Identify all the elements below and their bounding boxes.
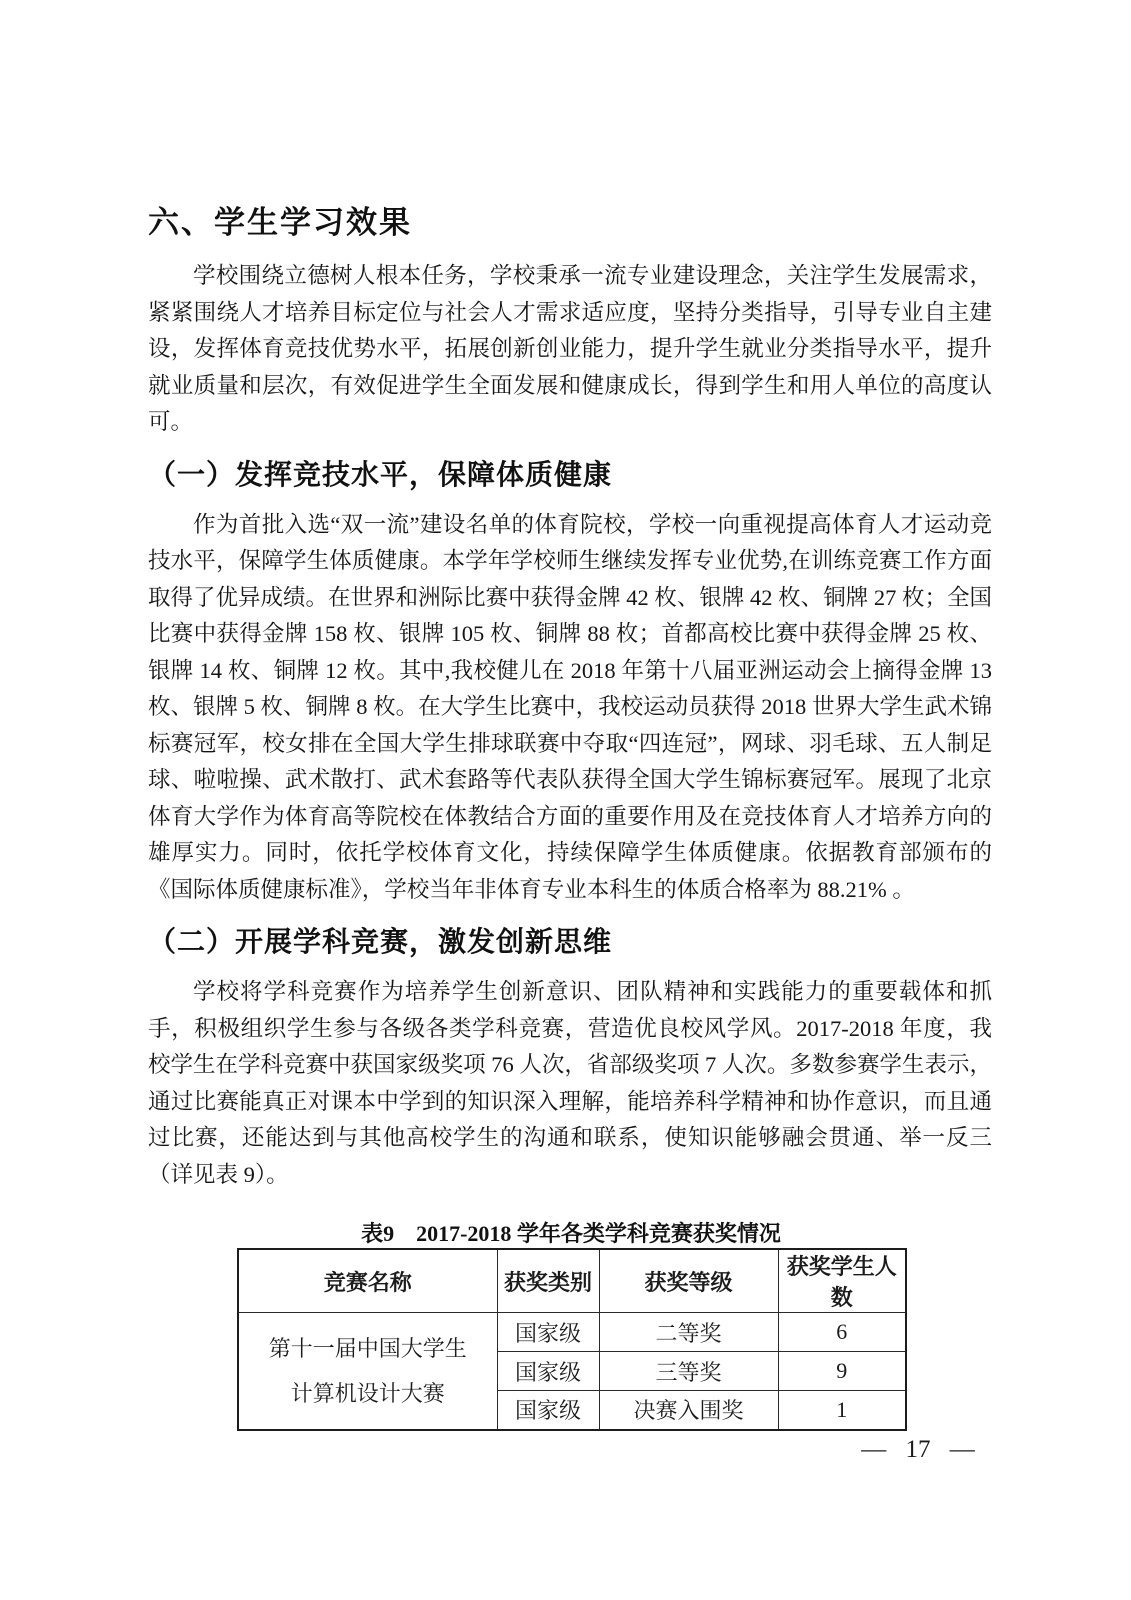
cell-award-grade: 三等奖 bbox=[599, 1352, 778, 1391]
subsection-1-heading: （一）发挥竞技水平，保障体质健康 bbox=[148, 458, 613, 490]
col-header-award-category: 获奖类别 bbox=[497, 1249, 599, 1313]
cell-student-count: 6 bbox=[778, 1313, 906, 1352]
cell-award-category: 国家级 bbox=[497, 1391, 599, 1430]
cell-student-count: 1 bbox=[778, 1391, 906, 1430]
subsection-1-paragraph: 作为首批入选“双一流”建设名单的体育院校，学校一向重视提高体育人才运动竞技水平，保障学生体质健康。本学年学校师生继续发挥专业优势,在训练竞赛工作方面取得了优异成绩。在世界和洲际比赛中获得金牌 42 枚、银牌 42 枚、铜牌 27 枚；全国比赛中获得金牌 158 枚、银牌 105 枚、铜牌 88 枚；首都高校比赛中获得金牌 25 枚、银牌 14 枚、铜牌 12 枚。其中,我校健儿在 2018 年第十八届亚洲运动会上摘得金牌 13 枚、银牌 5 枚、铜牌 8 枚。在大学生比赛中，我校运动员获得 2018 世界大学生武术锦标赛冠军，校女排在全国大学生排球联赛中夺取“四连冠”，网球、羽毛球、五人制足球、啦啦操、武术散打、武术套路等代表队获得全国大学生锦标赛冠军。展现了北京体育大学作为体育高等院校在体教结合方面的重要作用及在竞技体育人才培养方向的雄厚实力。同时，依托学校体育文化，持续保障学生体质健康。依据教育部颁布的《国际体质健康标准》，学校当年非体育专业本科生的体质合格率为 88.21% 。 bbox=[148, 511, 992, 902]
col-header-student-count: 获奖学生人数 bbox=[778, 1249, 906, 1313]
cell-award-category: 国家级 bbox=[497, 1352, 599, 1391]
cell-award-grade: 二等奖 bbox=[599, 1313, 778, 1352]
table-row bbox=[238, 1313, 906, 1352]
col-header-competition-name: 竞赛名称 bbox=[238, 1249, 497, 1313]
cell-award-grade: 决赛入围奖 bbox=[599, 1391, 778, 1430]
cell-student-count: 9 bbox=[778, 1352, 906, 1391]
competition-name-line-1: 第十一届中国大学生 bbox=[268, 1335, 467, 1361]
intro-paragraph: 学校围绕立德树人根本任务，学校秉承一流专业建设理念，关注学生发展需求，紧紧围绕人才培养目标定位与社会人才需求适应度，坚持分类指导，引导专业自主建设，发挥体育竞技优势水平，拓展创新创业能力，提升学生就业分类指导水平，提升就业质量和层次，有效促进学生全面发展和健康成长，得到学生和用人单位的高度认可。 bbox=[148, 263, 992, 434]
cell-competition-name bbox=[238, 1313, 497, 1430]
competition-name-line-2: 计算机设计大赛 bbox=[290, 1380, 445, 1406]
page-number: — 17 — bbox=[861, 1436, 975, 1463]
awards-table bbox=[237, 1248, 907, 1431]
cell-award-category: 国家级 bbox=[497, 1313, 599, 1352]
table-header-row bbox=[238, 1249, 906, 1313]
subsection-2-heading: （二）开展学科竞赛，激发创新思维 bbox=[148, 926, 613, 957]
subsection-2-paragraph: 学校将学科竞赛作为培养学生创新意识、团队精神和实践能力的重要载体和抓手，积极组织学生参与各级各类学科竞赛，营造优良校风学风。2017-2018 年度，我校学生在学科竞赛中获国家级奖项 76 人次，省部级奖项 7 人次。多数参赛学生表示，通过比赛能真正对课本中学到的知识深入理解，能培养科学精神和协作意识，而且通过比赛，还能达到与其他高校学生的沟通和联系，使知识能够融会贯通、举一反三（详见表 9）。 bbox=[148, 979, 992, 1187]
table-caption: 表9 2017-2018 学年各类学科竞赛获奖情况 bbox=[361, 1221, 781, 1246]
col-header-award-grade: 获奖等级 bbox=[599, 1249, 778, 1313]
section-heading-main: 六、学生学习效果 bbox=[148, 205, 412, 240]
